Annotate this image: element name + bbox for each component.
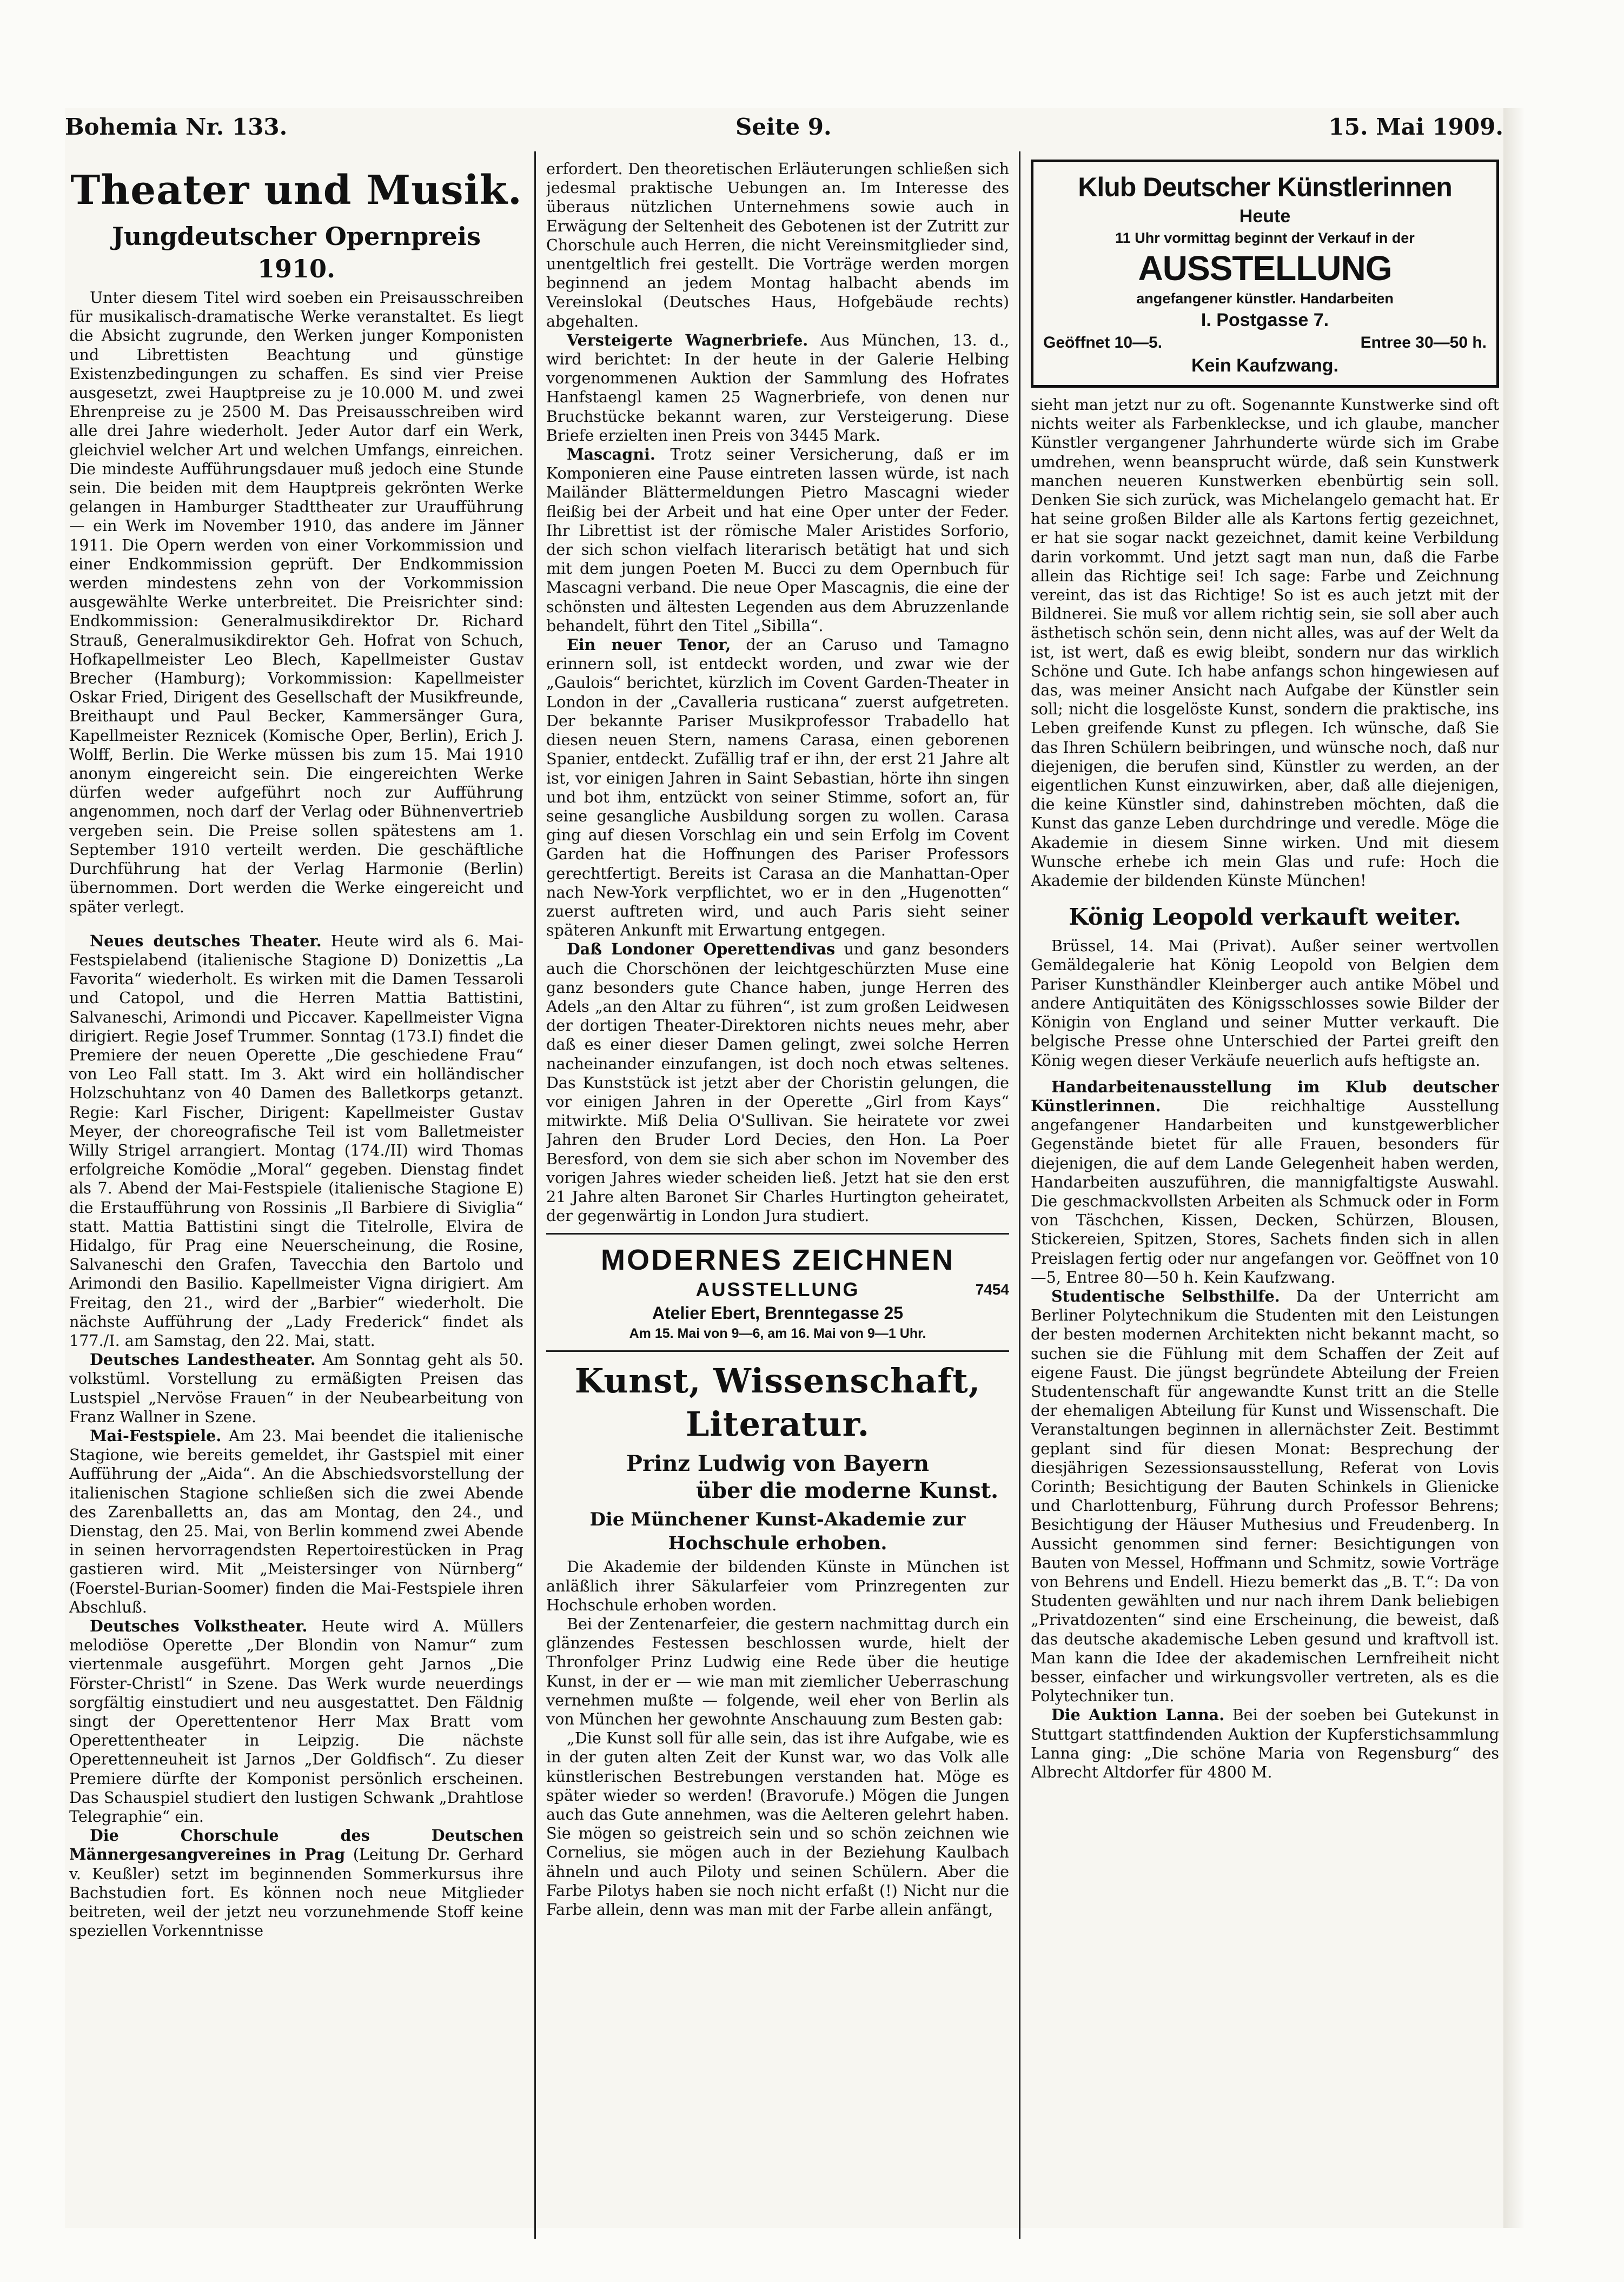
ad-subtitle bbox=[546, 1278, 1009, 1302]
ad-line: angefangener künstler. Handarbeiten bbox=[1136, 290, 1394, 307]
paragraph-wagnerbriefe bbox=[546, 331, 1009, 445]
paragraph-handarbeiten bbox=[1031, 1078, 1499, 1287]
ad-hours: Am 15. Mai von 9—6, am 16. Mai von 9—1 Uhr. bbox=[629, 1326, 926, 1342]
ad-title: Klub Deutscher Künstlerinnen bbox=[1078, 172, 1452, 202]
body-auktion-lanna: Bei der soeben bei Gutekunst in Stuttgart stattfindenden Auktion der Kupferstichsammlung Lanna ging: „Die schöne Maria von Regensburg“ des Albrecht Altdorfer für 4800 M. bbox=[1031, 1706, 1499, 1782]
paragraph-chorschule bbox=[69, 1826, 523, 1940]
divider-rule bbox=[546, 1233, 1009, 1235]
paragraph-neuer-tenor bbox=[546, 635, 1009, 940]
article-body-zentenarfeier: Bei der Zentenarfeier, die gestern nachmittag durch ein glänzendes Festessen beschlossen wurde, hielt der Thronfolger Prinz Ludwig eine Rede über die heutige Kunst, in der er — wie man mit ziemlicher Ueberraschung vernehmen mußte — folgende, weil eher von Berlin als von München her gewohnte Anschauung zum Besten gab: bbox=[546, 1614, 1009, 1728]
paragraph-mascagni bbox=[546, 445, 1009, 635]
article-subtitle-akademie: Die Münchener Kunst-Akademie zur Hochschule erhoben. bbox=[589, 1509, 966, 1555]
paragraph-selbsthilfe bbox=[1031, 1287, 1499, 1706]
lead-chorschule: Die Chorschule des Deutschen Männergesangvereines in Prag bbox=[69, 1826, 523, 1864]
column-1 bbox=[69, 160, 523, 2236]
lead-volkstheater: Deutsches Volkstheater. bbox=[90, 1617, 308, 1636]
body-mascagni: Trotz seiner Versicherung, daß er im Komponieren eine Pause eintreten lassen würde, ist nach Mailänder Blättermeldungen Pietro Mascagni wieder fleißig bei der Arbeit und hat eine Oper unter der Feder. Ihr Librettist ist der römische Maler Aristides Sorforio, der sich schon vielfach literarisch betätigt hat und sich mit dem jungen Poeten M. Bucci zu dem Opernbuch für Mascagni verband. Die neue Oper Mascagnis, die eine der schönsten und ältesten Legenden aus dem Abruzzenlande behandelt, führt den Titel „Sibilla“. bbox=[546, 445, 1009, 635]
ad-ausstellung: AUSSTELLUNG bbox=[1138, 249, 1392, 288]
article-title-moderne-kunst: über die moderne Kunst. bbox=[696, 1478, 998, 1504]
body-operettendivas: und ganz besonders auch die Chorschönen der leichtgeschürzten Muse eine ganz besonders gute Chance haben, junge Herren des Adels „an den Altar zu führen“, ist zum großen Leidwesen der dortigen Theater-Direktoren nichts neues mehr, aber daß es einer dieser Damen gelingt, zwei solche Herren nacheinander einzufangen, ist doch noch etwas seltenes. Das Kunststück ist jetzt aber der Choristin gelungen, die vor einigen Jahren in der Operette „Girl from Kays“ mitwirkte. Miß Delia O'Sullivan. Sie heiratete vor zwei Jahren den Bruder Lord Decies, den Hon. La Poer Beresford, von dem sie sich aber schon im November des vorigen Jahres wieder scheiden ließ. Jetzt hat sie den erst 21 Jahre alten Baronet Sir Charles Hurtington geheiratet, der gegenwärtig in London Jura studiert. bbox=[546, 940, 1009, 1225]
header-issue: Bohemia Nr. 133. bbox=[65, 114, 288, 140]
article-title-prinz-ludwig: Prinz Ludwig von Bayern bbox=[626, 1451, 930, 1477]
body-chorschule-continued: erfordert. Den theoretischen Erläuterungen schließen sich jedesmal praktische Uebungen an. Im Interesse des überaus nützlichen Unternehmens sowie auch in Erwägung der Seltenheit des Gebotenen ist der Zutritt zur Chorschule auch Herren, die nicht Vereinsmitglieder sind, unentgeltlich frei gestellt. Die Vorträge werden morgen beginnend an jedem Montag halbacht abends im Vereinslokal (Deutsches Haus, Hofgebäude rechts) abgehalten. bbox=[546, 160, 1009, 330]
lead-selbsthilfe: Studentische Selbsthilfe. bbox=[1051, 1286, 1280, 1305]
header-date: 15. Mai 1909. bbox=[1328, 114, 1503, 140]
lead-landestheater: Deutsches Landestheater. bbox=[90, 1350, 316, 1369]
article-quote-prinz: „Die Kunst soll für alle sein, das ist ihre Aufgabe, wie es in der guten alten Zeit der Kunst war, wo das Volk alle künstlerischen Bestrebungen verstanden hat. Möge es später wieder so werden! (Bravorufe.) Mögen die Jungen auch das Gute annehmen, was die Aelteren gelehrt haben. Sie mögen so geistreich sein und so schön zeichnen wie Cornelius, sie mögen auch in der Beziehung Kaulbach ähneln und auch Piloty und seinen Schülern. Aber die Farbe Pilotys haben sie noch nicht erfaßt (!) Nicht nur die Farbe allein, denn was man mit der Farbe allein anfängt, bbox=[546, 1729, 1009, 1919]
column-3 bbox=[1031, 160, 1499, 2236]
body-wagnerbriefe: Aus München, 13. d., wird berichtet: In der heute in der Galerie Helbing vorgenommenen Auktion der Sammlung des Hofrates Hanfstaengl kamen 25 Wagnerbriefe, von denen nur Bruchstücke bekannt waren, zur Versteigerung. Diese Briefe erzielten inen Preis von 3445 Mark. bbox=[546, 330, 1009, 445]
newspaper-page bbox=[65, 108, 1503, 2228]
lead-operettendivas: Daß Londoner Operettendivas bbox=[567, 940, 836, 959]
paragraph-auktion-lanna bbox=[1031, 1706, 1499, 1782]
section-title-theater: Theater und Musik. bbox=[70, 167, 522, 214]
header-page-number: Seite 9. bbox=[735, 114, 832, 140]
article-quote-continued: sieht man jetzt nur zu oft. Sogenannte Kunstwerke sind oft nichts weiter als Farbenkleckse, und ich glaube, mancher Künstler vergangener Jahrhunderte würde sich im Grabe umdrehen, wenn beansprucht würde, daß sein Kunstwerk manchen neueren Kunstwerken ebenbürtig sein soll. Denken Sie sich zurück, was Michelangelo gemacht hat. Er hat seine großen Bilder alle als Kartons fertig gezeichnet, er hat sie sogar nackt gezeichnet, damit keine Verbildung darin vorkommt. Und jetzt sagt man nun, daß die Farbe allein das Richtige sei! Ich sage: Farbe und Zeichnung vereint, das ist das Richtige! So ist es auch jetzt mit der Bildnerei. Sie muß vor allem richtig sein, sie soll aber auch ästhetisch schön sein, denn nicht alles, was auf der Welt da ist, ist wert, daß es ewig bleibt, sondern nur das wirklich Schöne und Gute. Ich habe anfangs schon hingewiesen auf das, was meiner Ansicht nach Aufgabe der Künstler sein soll; nicht die losgelöste Kunst, sondern die praktische, ins Leben greifende Kunst zu pflegen. Ich wünsche, daß Sie das Ihren Schülern beibringen, und wünsche noch, daß nur diejenigen, die berufen sind, Künstler zu werden, an der eigentlichen Kunst einzuwirken, aber, daß alle diejenigen, die keine Künstler sind, dahinstreben möchten, daß die Kunst das ganze Leben durchdringe und veredle. Möge die Akademie in diesem Sinne wirken. Und mit diesem Wunsche erhebe ich mein Glas und rufe: Hoch die Akademie der bildenden Künste München! bbox=[1031, 395, 1499, 890]
body-mai-festspiele: Am 23. Mai beendet die italienische Stagione, wie bereits gemeldet, ihr Gastspiel mit einer Aufführung der „Aida“. An die Abschiedsvorstellung der italienischen Stagione schließen sich die zwei Abende des Zarenballetts an, das am Montag, den 24., und Dienstag, den 25. Mai, von Berlin kommend zwei Abende in seinen hervorragendsten Repertoirestücken in Prag gastieren wird. Mit „Meistersinger von Nürnberg“ (Foerstel-Burian-Soomer) finden die Mai-Festspiele ihren Abschluß. bbox=[69, 1426, 523, 1616]
advertisement-modernes-zeichnen bbox=[546, 1242, 1009, 1343]
body-handarbeiten: Die reichhaltige Ausstellung angefangener Handarbeiten und kunstgewerblicher Gegenstände bietet für alle Frauen, besonders für diejenigen, die auf dem Lande Gelegenheit haben werden, Handarbeiten auszuführen, die mannigfaltigste Auswahl. Die geschmackvollsten Arbeiten als Schmuck oder in Form von Täschchen, Kissen, Decken, Schürzen, Blousen, Stickereien, Spitzen, Stores, Sachets finden sich in allen Preislagen fertig oder nur angefangen vor. Geöffnet von 10—5, Entree 80—50 h. Kein Kaufzwang. bbox=[1031, 1096, 1499, 1286]
article-body-koenig-leopold: Brüssel, 14. Mai (Privat). Außer seiner wertvollen Gemäldegalerie hat König Leopold von Belgien dem Pariser Kunsthändler Kleinberger auch antike Möbel und andere Antiquitäten des Königsschlosses sowie Bilder der Königin von England und seiner Mutter verkauft. Die belgische Presse ohne Unterschied der Partei greift den König wegen dieser Verkäufe neuerlich aufs heftigste an. bbox=[1031, 937, 1499, 1070]
lead-wagnerbriefe: Versteigerte Wagnerbriefe. bbox=[567, 330, 808, 349]
ad-entry-price: Entree 30—50 h. bbox=[1360, 334, 1487, 351]
lead-neuer-tenor: Ein neuer Tenor, bbox=[567, 635, 731, 654]
column-2 bbox=[546, 160, 1009, 2236]
paragraph-operettendivas bbox=[546, 940, 1009, 1225]
ad-heute: Heute bbox=[1239, 206, 1291, 227]
lead-handarbeiten: Handarbeitenausstellung im Klub deutscher Künstlerinnen. bbox=[1031, 1077, 1499, 1115]
paragraph-landestheater bbox=[69, 1350, 523, 1427]
paragraph-volkstheater bbox=[69, 1617, 523, 1826]
article-body-akademie: Die Akademie der bildenden Künste in München ist anläßlich ihrer Säkularfeier vom Prinzregenten zur Hochschule erhoben worden. bbox=[546, 1557, 1009, 1614]
ad-footer: Kein Kaufzwang. bbox=[1191, 355, 1339, 376]
ad-subtitle-text: AUSSTELLUNG bbox=[695, 1278, 860, 1301]
ad-opening-hours: Geöffnet 10—5. bbox=[1043, 334, 1163, 351]
column-rule-1 bbox=[534, 151, 536, 2239]
page-header bbox=[65, 114, 1503, 151]
ad-number: 7454 bbox=[975, 1281, 1009, 1298]
lead-mai-festspiele: Mai-Festspiele. bbox=[90, 1426, 222, 1445]
ad-line: 11 Uhr vormittag beginnt der Verkauf in der bbox=[1115, 230, 1415, 246]
ad-title: MODERNES ZEICHNEN bbox=[600, 1244, 955, 1277]
article-body-opernpreis: Unter diesem Titel wird soeben ein Preisausschreiben für musikalisch-dramatische Werke veranstaltet. Es liegt die Absicht zugrunde, den Werken junger Komponisten und Librettisten Beachtung und günstige Existenzbedingungen zu schaffen. Es sind vier Preise ausgesetzt, zwei Hauptpreise zu je 10.000 M. und zwei Ehrenpreise zu je 2500 M. Das Preisausschreiben wird alle drei Jahre wiederholt. Jeder Autor darf ein Werk, gleichviel welcher Art und welchen Umfangs, einreichen. Die mindeste Aufführungsdauer muß jedoch eine Stunde sein. Die beiden mit dem Hauptpreis gekrönten Werke gelangen in Hamburger Stadttheater zur Uraufführung — ein Werk im November 1910, das andere im Jänner 1911. Die Opern werden von einer Vorkommission und einer Endkommission geprüft. Der Endkommission werden mindestens zehn von der Vorkommission ausgewählte Werke unterbreitet. Die Preisrichter sind: Endkommission: Generalmusikdirektor Dr. Richard Strauß, Generalmusikdirektor Geh. Hofrat von Schuch, Hofkapellmeister Leo Blech, Kapellmeister Gustav Brecher (Hamburg); Vorkommission: Kapellmeister Oskar Fried, Dirigent des Gesellschaft der Musikfreunde, Breithaupt und Paul Becker, Kammersänger Gura, Kapellmeister Reznicek (Komische Oper, Berlin), Erich J. Wolff, Berlin. Die Werke müssen bis zum 15. Mai 1910 anonym eingereicht sein. Die eingereichten Werke dürfen weder aufgeführt noch zur Aufführung angenommen, noch darf der Verlag oder Bühnenvertrieb vergeben sein. Die Preise sollen spätestens am 1. September 1910 verteilt werden. Die geschäftliche Durchführung hat der Verlag Harmonie (Berlin) übernommen. Dort werden die Werke eingereicht und später verlegt. bbox=[69, 288, 523, 916]
body-selbsthilfe: Da der Unterricht am Berliner Polytechnikum die Studenten mit den Leistungen der besten modernen Architekten nicht bekannt macht, so suchen sie die Fühlung mit dem Schaffen der Zeit auf eigene Faust. Die jüngst begründete Abteilung der Freien Studentenschaft für angewandte Kunst tritt an die Stelle der ehemaligen Abteilung für Kunst und Wissenschaft. Die Veranstaltungen beginnen in allernächster Zeit. Bestimmt geplant sind für diesen Monat: Besprechung der diesjährigen Sezessionsausstellung, Referat von Lovis Corinth; Besichtigung der Bauten Schinkels in Glienicke und Charlottenburg, Führung durch Professor Behrens; Besichtigung der Häuser Muthesius und Freudenberg. In Aussicht genommen sind ferner: Besichtigungen von Bauten von Messel, Hoffmann und Schmitz, sowie Vorträge von Behrens und Endell. Hiezu bemerkt das „B. T.“: Da von Studenten gewählten und nur nach ihrem Dank beliebigen „Privatdozenten“ sind eine Erscheinung, die beweist, daß das deutsche akademische Leben gesund und kraftvoll ist. Man kann die Idee der akademischen Lernfreiheit nicht besser, einfacher und wirkungsvoller vertreten, als es die Polytechniker tun. bbox=[1031, 1286, 1499, 1706]
body-chorschule: (Leitung Dr. Gerhard v. Keußler) setzt im beginnenden Sommerkursus ihre Bachstudien fort. Es können noch neue Mitglieder beitreten, weil der jetzt neu vorzunehmende Stoff keine speziellen Vorkenntnisse bbox=[69, 1845, 523, 1940]
body-volkstheater: Heute wird A. Müllers melodiöse Operette „Der Blondin von Namur“ zum viertenmale ausgeführt. Morgen geht Jarnos „Die Förster-Christl“ in Szene. Das Werk wurde neuerdings sorgfältig einstudiert und neu ausgestattet. Den Fäldnig singt der Operettentenor Herr Max Bratt vom Operettentheater in Leipzig. Die nächste Operettenneuheit ist Jarnos „Der Goldfisch“. Zu dieser Premiere dürfte der Komponist persönlich erscheinen. Das Schauspiel studiert den lustigen Schwank „Drahtlose Telegraphie“ ein. bbox=[69, 1617, 523, 1826]
ad-address: I. Postgasse 7. bbox=[1201, 310, 1329, 330]
body-neuer-tenor: der an Caruso und Tamagno erinnern soll, ist entdeckt worden, und zwar wie der „Gaulois“ berichtet, kürzlich im Covent Garden-Theater in London in der „Cavalleria rusticana“ zuerst aufgetreten. Der bekannte Pariser Musikprofessor Trabadello hat diesen neuen Stern, namens Carasa, einen geborenen Spanier, entdeckt. Zufällig traf er ihn, der erst 21 Jahre alt ist, vor einigen Jahren in Saint Sebastian, hörte ihn singen und bot ihm, entzückt von seiner Stimme, sofort an, für seine gesangliche Ausbildung sorgen zu wollen. Carasa ging auf diesen Vorschlag ein und sein Erfolg im Covent Garden hat die Hoffnungen des Pariser Professors gerechtfertigt. Bereits ist Carasa an die Manhattan-Oper nach New-York verpflichtet, wo er in den „Hugenotten“ zuerst auftreten wird, und auch Paris sieht seiner späteren Ankunft mit Erwartung entgegen. bbox=[546, 635, 1009, 940]
body-landestheater: Am Sonntag geht als 50. volkstüml. Vorstellung zu ermäßigten Preisen das Lustspiel „Nervöse Frauen“ in der Neubearbeitung von Franz Wallner in Szene. bbox=[69, 1350, 523, 1426]
paragraph-mai-festspiele bbox=[69, 1427, 523, 1617]
body-neues-deutsches-theater: Heute wird als 6. Mai-Festspielabend (italienische Stagione D) Donizettis „La Favorita“ wiederholt. Es wirken mit die Damen Tessaroli und Catopol, und die Herren Mattia Battistini, Salvaneschi, Arimondi und Piccaver. Kapellmeister Vigna dirigiert. Regie Josef Trummer. Sonntag (173.I) findet die Premiere der neuen Operette „Die geschiedene Frau“ von Leo Fall statt. Im 3. Akt wird ein holländischer Holzschuhtanz von 40 Damen des Balletkorps getanzt. Regie: Karl Fischer, Dirigent: Kapellmeister Gustav Meyer, der choreografische Teil ist vom Balletmeister Willy Strigel arrangiert. Montag (174./II) wird Thomas erfolgreiche Komödie „Moral“ gegeben. Dienstag findet als 7. Abend der Mai-Festspiele (italienische Stagione E) die Erstaufführung von Rossinis „Il Barbiere di Siviglia“ statt. Mattia Battistini singt die Titelrolle, Elvira de Hidalgo, für Prag eine Neuerscheinung, die Rosine, Salvaneschi den Grafen, Tavecchia den Bartolo und Arimondi den Basilio. Kapellmeister Vigna dirigiert. Am Freitag, den 21., wird der „Barbier“ wiederholt. Die nächste Aufführung der „Lady Frederick“ findet als 177./I. am Samstag, den 22. Mai, statt. bbox=[69, 931, 523, 1350]
ad-hours-row bbox=[1043, 332, 1487, 354]
scan-edge-shadow bbox=[1503, 108, 1525, 2228]
ad-address: Atelier Ebert, Brenntegasse 25 bbox=[652, 1303, 904, 1323]
lead-neues-deutsches-theater: Neues deutsches Theater. bbox=[90, 931, 322, 950]
column-rule-2 bbox=[1019, 151, 1020, 2239]
lead-mascagni: Mascagni. bbox=[567, 445, 655, 464]
paragraph-neues-deutsches-theater bbox=[69, 932, 523, 1350]
article-title-opernpreis: Jungdeutscher Opernpreis 1910. bbox=[111, 222, 481, 283]
article-title-koenig-leopold: König Leopold verkauft weiter. bbox=[1069, 904, 1461, 931]
section-title-kunst: Kunst, Wissenschaft, Literatur. bbox=[574, 1361, 981, 1444]
advertisement-klub-kuenstlerinnen bbox=[1031, 160, 1499, 388]
lead-auktion-lanna: Die Auktion Lanna. bbox=[1051, 1706, 1225, 1724]
divider-rule bbox=[546, 1350, 1009, 1352]
